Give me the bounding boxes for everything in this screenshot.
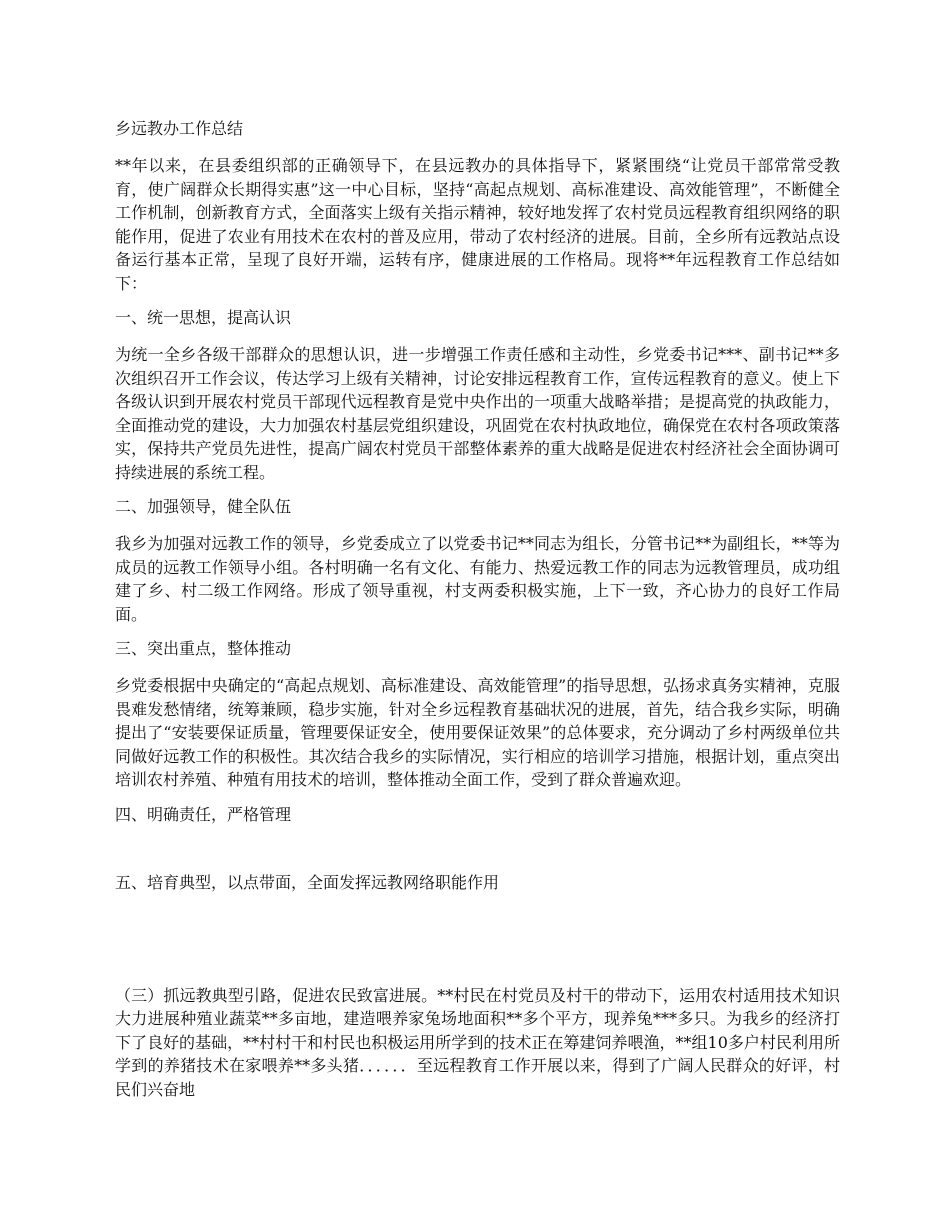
section-2-body: 我乡为加强对远教工作的领导，乡党委成立了以党委书记**同志为组长，分管书记**为副组长，**等为成员的远教工作领导小组。各村明确一名有文化、有能力、热爱远教工作的同志为远教管理员，成功组建了乡、村二级工作网络。形成了领导重视，村支两委积极实施，上下一致，齐心协力的良好工作局面。 [115,534,840,624]
section-1-heading: 一、统一思想，提高认识 [115,308,292,327]
intro-paragraph: **年以来，在县委组织部的正确领导下，在县远教办的具体指导下，紧紧围绕“让党员干部常常受教育，使广阔群众长期得实惠”这一中心目标，坚持“高起点规划、高标准建设、高效能管理”，不断健全工作机制，创新教育方式，全面落实上级有关指示精神，较好地发挥了农村党员远程教育组织网络的职能作用，促进了农业有用技术在农村的普及应用，带动了农村经济的进展。目前，全乡所有远教站点设备运行基本正常，呈现了良好开端，运转有序，健康进展的工作格局。现将**年远程教育工作总结如下： [115,156,840,293]
blank-space [115,908,840,984]
document-page [115,118,840,1113]
document-title: 乡远教办工作总结 [115,119,244,138]
subsection-3-body: （三）抓远教典型引路，促进农民致富进展。**村民在村党员及村干的带动下，运用农村适用技术知识大力进展种殖业蔬菜**多亩地，建造喂养家兔场地面积**多个平方，现养兔***多只。为我乡的经济打下了良好的基础，**村村干和村民也积极运用所学到的技术正在筹建饲养喂渔，**组10多户村民利用所学到的养猪技术在家喂养**多头猪．．．．．．至远程教育工作开展以来，得到了广阔人民群众的好评，村民们兴奋地 [115,985,840,1099]
section-1-body: 为统一全乡各级干部群众的思想认识，进一步增强工作责任感和主动性，乡党委书记***、副书记**多次组织召开工作会议，传达学习上级有关精神，讨论安排远程教育工作，宣传远程教育的意义。使上下各级认识到开展农村党员干部现代远程教育是党中央作出的一项重大战略举措；是提高党的执政能力，全面推动党的建设，大力加强农村基层党组织建设，巩固党在农村执政地位，确保党在农村各项政策落实，保持共产党员先进性，提高广阔农村党员干部整体素养的重大战略是促进农村经济社会全面协调可持续进展的系统工程。 [115,345,840,482]
section-3-heading: 三、突出重点，整体推动 [115,639,292,658]
section-4-heading: 四、明确责任，严格管理 [115,804,292,824]
section-5-heading: 五、培育典型，以点带面，全面发挥远教网络职能作用 [115,872,500,892]
section-3-body: 乡党委根据中央确定的“高起点规划、高标准建设、高效能管理”的指导思想，弘扬求真务实精神，克服畏难发愁情绪，统筹兼顾，稳步实施，针对全乡远程教育基础状况的进展，首先，结合我乡实际，明确提出了“安装要保证质量，管理要保证安全，使用要保证效果”的总体要求，充分调动了乡村两级单位共同做好远教工作的积极性。其次结合我乡的实际情况，实行相应的培训学习措施，根据计划，重点突出培训农村养殖、种殖有用技术的培训，整体推动全面工作，受到了群众普遍欢迎。 [115,676,840,789]
blank-space [115,840,840,872]
section-2-heading: 二、加强领导，健全队伍 [115,497,292,516]
